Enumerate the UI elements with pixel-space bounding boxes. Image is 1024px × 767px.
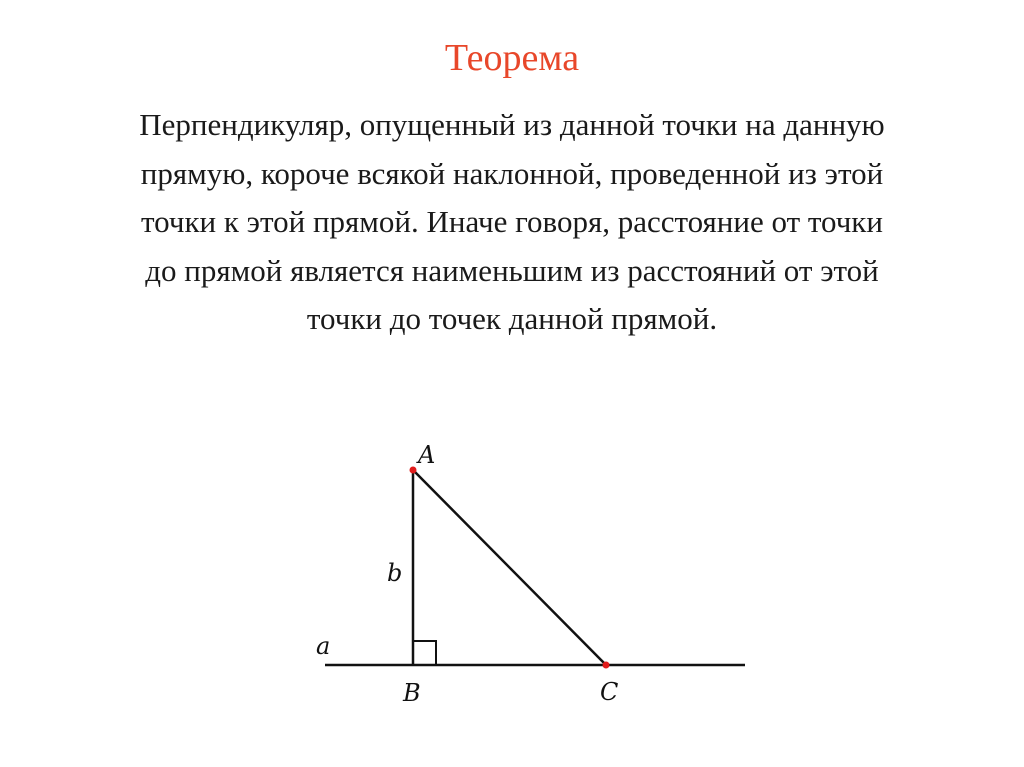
slide-title: Теорема xyxy=(444,37,580,79)
point-c-dot xyxy=(603,662,610,669)
right-angle-mark xyxy=(413,641,436,665)
label-point-c: C xyxy=(600,678,619,706)
theorem-line-2: прямую, короче всякой наклонной, проведенной из этой xyxy=(140,155,884,191)
theorem-line-3: точки к этой прямой. Иначе говоря, расстояние от точки xyxy=(141,204,883,239)
theorem-line-5: точки до точек данной прямой. xyxy=(306,301,718,336)
point-a-dot xyxy=(410,467,417,474)
theorem-line-4: до прямой является наименьшим из расстояний от этой xyxy=(145,252,879,288)
theorem-line-1: Перпендикуляр, опущенный из данной точки на данную xyxy=(139,107,885,142)
label-point-b: B xyxy=(403,679,421,707)
label-segment-b: b xyxy=(387,559,403,587)
oblique-ac xyxy=(413,470,606,665)
label-point-a: A xyxy=(418,441,436,469)
label-line-a: a xyxy=(316,632,331,660)
